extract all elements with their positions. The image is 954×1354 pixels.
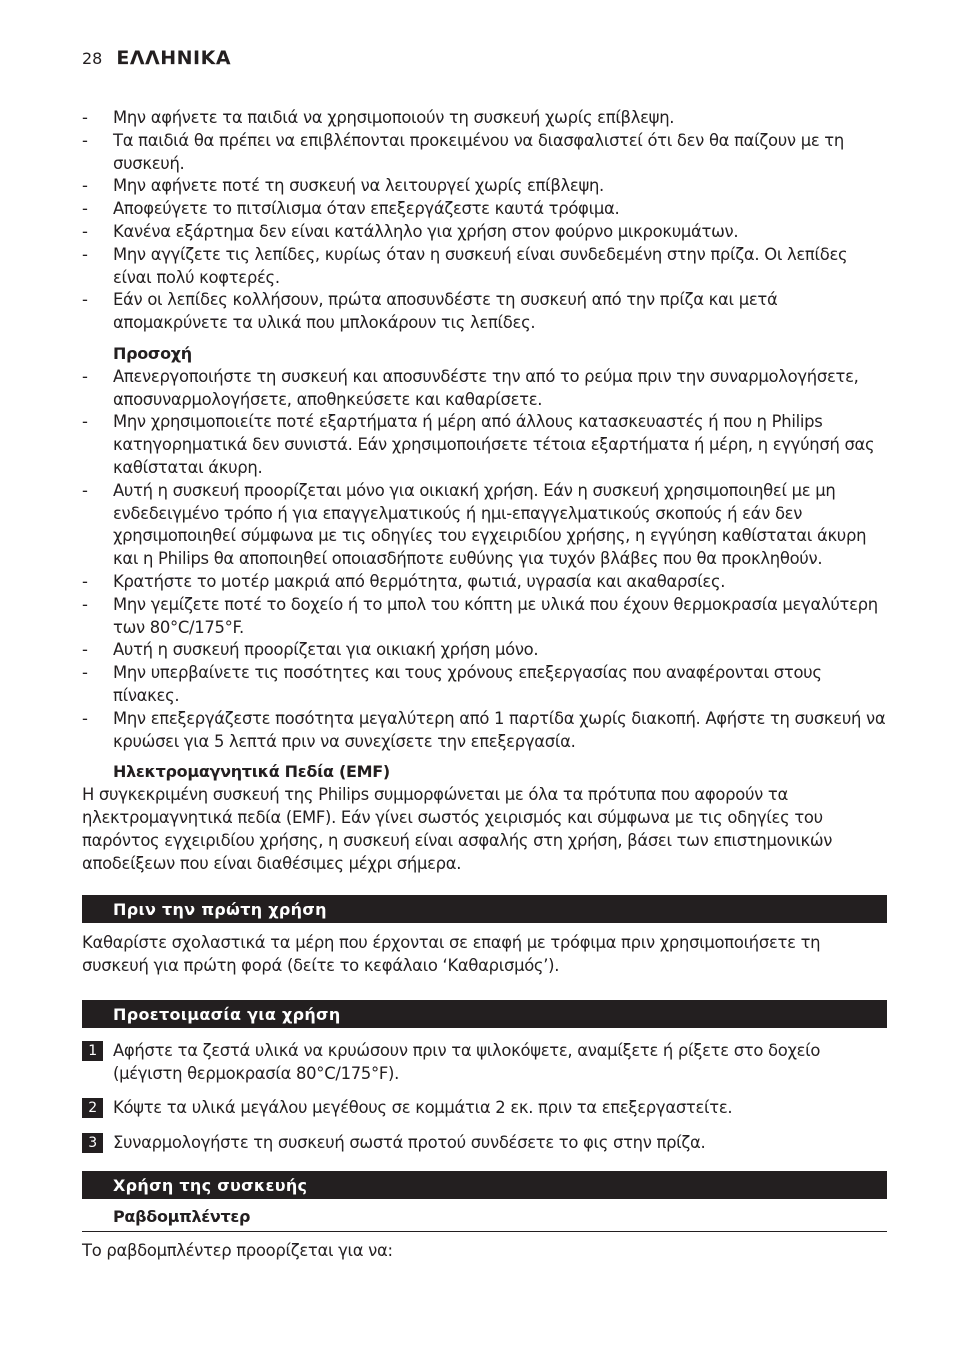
hand-blender-heading: Ραβδομπλέντερ — [82, 1206, 887, 1232]
page-number: 28 — [82, 49, 103, 68]
step-text: Συναρμολογήστε τη συσκευή σωστά προτού συνδέσετε το φις στην πρίζα. — [113, 1133, 706, 1153]
section-heading-first-use: Πριν την πρώτη χρήση — [82, 895, 887, 923]
list-item: - Αποφεύγετε το πιτσίλισμα όταν επεξεργάζεστε καυτά τρόφιμα. — [82, 198, 887, 221]
first-use-paragraph: Καθαρίστε σχολαστικά τα μέρη που έρχονται σε επαφή με τρόφιμα πριν χρησιμοποιήσετε τη συσκευή για πρώτη φορά (δείτε το κεφάλαιο ‘Καθαρισμός’). — [82, 933, 821, 976]
step-item — [82, 1040, 887, 1086]
warnings-list — [82, 107, 887, 335]
step-number-badge: 3 — [82, 1133, 103, 1153]
list-item: - Μην αγγίζετε τις λεπίδες, κυρίως όταν η συσκευή είναι συνδεδεμένη στην πρίζα. Οι λεπίδες είναι πολύ κοφτερές. — [82, 244, 887, 290]
section-heading-preparing: Προετοιμασία για χρήση — [82, 1000, 887, 1028]
list-item: - Μην γεμίζετε ποτέ το δοχείο ή το μπολ του κόπτη με υλικά που έχουν θερμοκρασία μεγαλύτερη των 80°C/175°F. — [82, 594, 887, 640]
step-item — [82, 1132, 887, 1155]
list-item: - Κανένα εξάρτημα δεν είναι κατάλληλο για χρήση στον φούρνο μικροκυμάτων. — [82, 221, 887, 244]
page-header — [82, 47, 231, 69]
list-item: - Αυτή η συσκευή προορίζεται για οικιακή χρήση μόνο. — [82, 639, 887, 662]
caution-list — [82, 366, 887, 754]
list-item: - Τα παιδιά θα πρέπει να επιβλέπονται προκειμένου να διασφαλιστεί ότι δεν θα παίζουν με τη συσκευή. — [82, 130, 887, 176]
list-item: - Αυτή η συσκευή προορίζεται μόνο για οικιακή χρήση. Εάν η συσκευή χρησιμοποιηθεί με μη ενδεδειγμένο τρόπο ή για επαγγελματικούς ή ημι-επαγγελματικούς σκοπούς ή εάν δεν χρησιμοποιηθεί σύμφωνα με τις οδηγίες του εγχειριδίου χρήσης, η εγγύηση καθίσταται άκυρη και η Philips θα αποποιηθεί οποιασδήποτε ευθύνης για τυχόν βλάβες που θα προκληθούν. — [82, 480, 887, 571]
list-item: - Μην αφήνετε τα παιδιά να χρησιμοποιούν τη συσκευή χωρίς επίβλεψη. — [82, 107, 887, 130]
step-item — [82, 1097, 887, 1120]
list-item: - Μην επεξεργάζεστε ποσότητα μεγαλύτερη από 1 παρτίδα χωρίς διακοπή. Αφήστε τη συσκευή να κρυώσει για 5 λεπτά πριν να συνεχίσετε την επεξεργασία. — [82, 708, 887, 754]
page-content — [82, 107, 887, 1263]
emf-heading: Ηλεκτρομαγνητικά Πεδία (EMF) — [113, 762, 390, 782]
caution-heading: Προσοχή — [113, 343, 192, 363]
language-title: ΕΛΛΗΝΙΚΑ — [116, 47, 232, 69]
list-item: - Μην χρησιμοποιείτε ποτέ εξαρτήματα ή μέρη από άλλους κατασκευαστές ή που η Philips κατηγορηματικά δεν συνιστά. Εάν χρησιμοποιήσετε τέτοια εξαρτήματα ή μέρη, η εγγύησή σας καθίσταται άκυρη. — [82, 411, 887, 479]
list-item: - Εάν οι λεπίδες κολλήσουν, πρώτα αποσυνδέστε τη συσκευή από την πρίζα και μετά απομακρύνετε τα υλικά που μπλοκάρουν τις λεπίδες. — [82, 289, 887, 335]
list-item: - Κρατήστε το μοτέρ μακριά από θερμότητα, φωτιά, υγρασία και ακαθαρσίες. — [82, 571, 887, 594]
hand-blender-paragraph: Το ραβδομπλέντερ προορίζεται για να: — [82, 1240, 393, 1260]
step-text: Αφήστε τα ζεστά υλικά να κρυώσουν πριν τα ψιλοκόψετε, αναμίξετε ή ρίξετε στο δοχείο (μέγιστη θερμοκρασία 80°C/175°F). — [113, 1040, 821, 1083]
section-heading-using: Χρήση της συσκευής — [82, 1171, 887, 1199]
list-item: - Μην αφήνετε ποτέ τη συσκευή να λειτουργεί χωρίς επίβλεψη. — [82, 175, 887, 198]
steps-list — [82, 1040, 887, 1155]
step-text: Κόψτε τα υλικά μεγάλου μεγέθους σε κομμάτια 2 εκ. πριν τα επεξεργαστείτε. — [113, 1098, 733, 1118]
step-number-badge: 1 — [82, 1041, 103, 1061]
step-number-badge: 2 — [82, 1098, 103, 1118]
emf-paragraph: Η συγκεκριμένη συσκευή της Philips συμμορφώνεται με όλα τα πρότυπα που αφορούν τα ηλεκτρομαγνητικά πεδία (EMF). Εάν γίνει σωστός χειρισμός και σύμφωνα με τις οδηγίες του παρόντος εγχειριδίου χρήσης, η συσκευή είναι ασφαλής στη χρήση, βάσει των επιστημονικών αποδείξεων που είναι διαθέσιμες μέχρι σήμερα. — [82, 785, 833, 873]
list-item: - Απενεργοποιήστε τη συσκευή και αποσυνδέστε την από το ρεύμα πριν την συναρμολογήσετε, αποσυναρμολογήσετε, αποθηκεύσετε και καθαρίσετε. — [82, 366, 887, 412]
list-item: - Μην υπερβαίνετε τις ποσότητες και τους χρόνους επεξεργασίας που αναφέρονται στους πίνακες. — [82, 662, 887, 708]
